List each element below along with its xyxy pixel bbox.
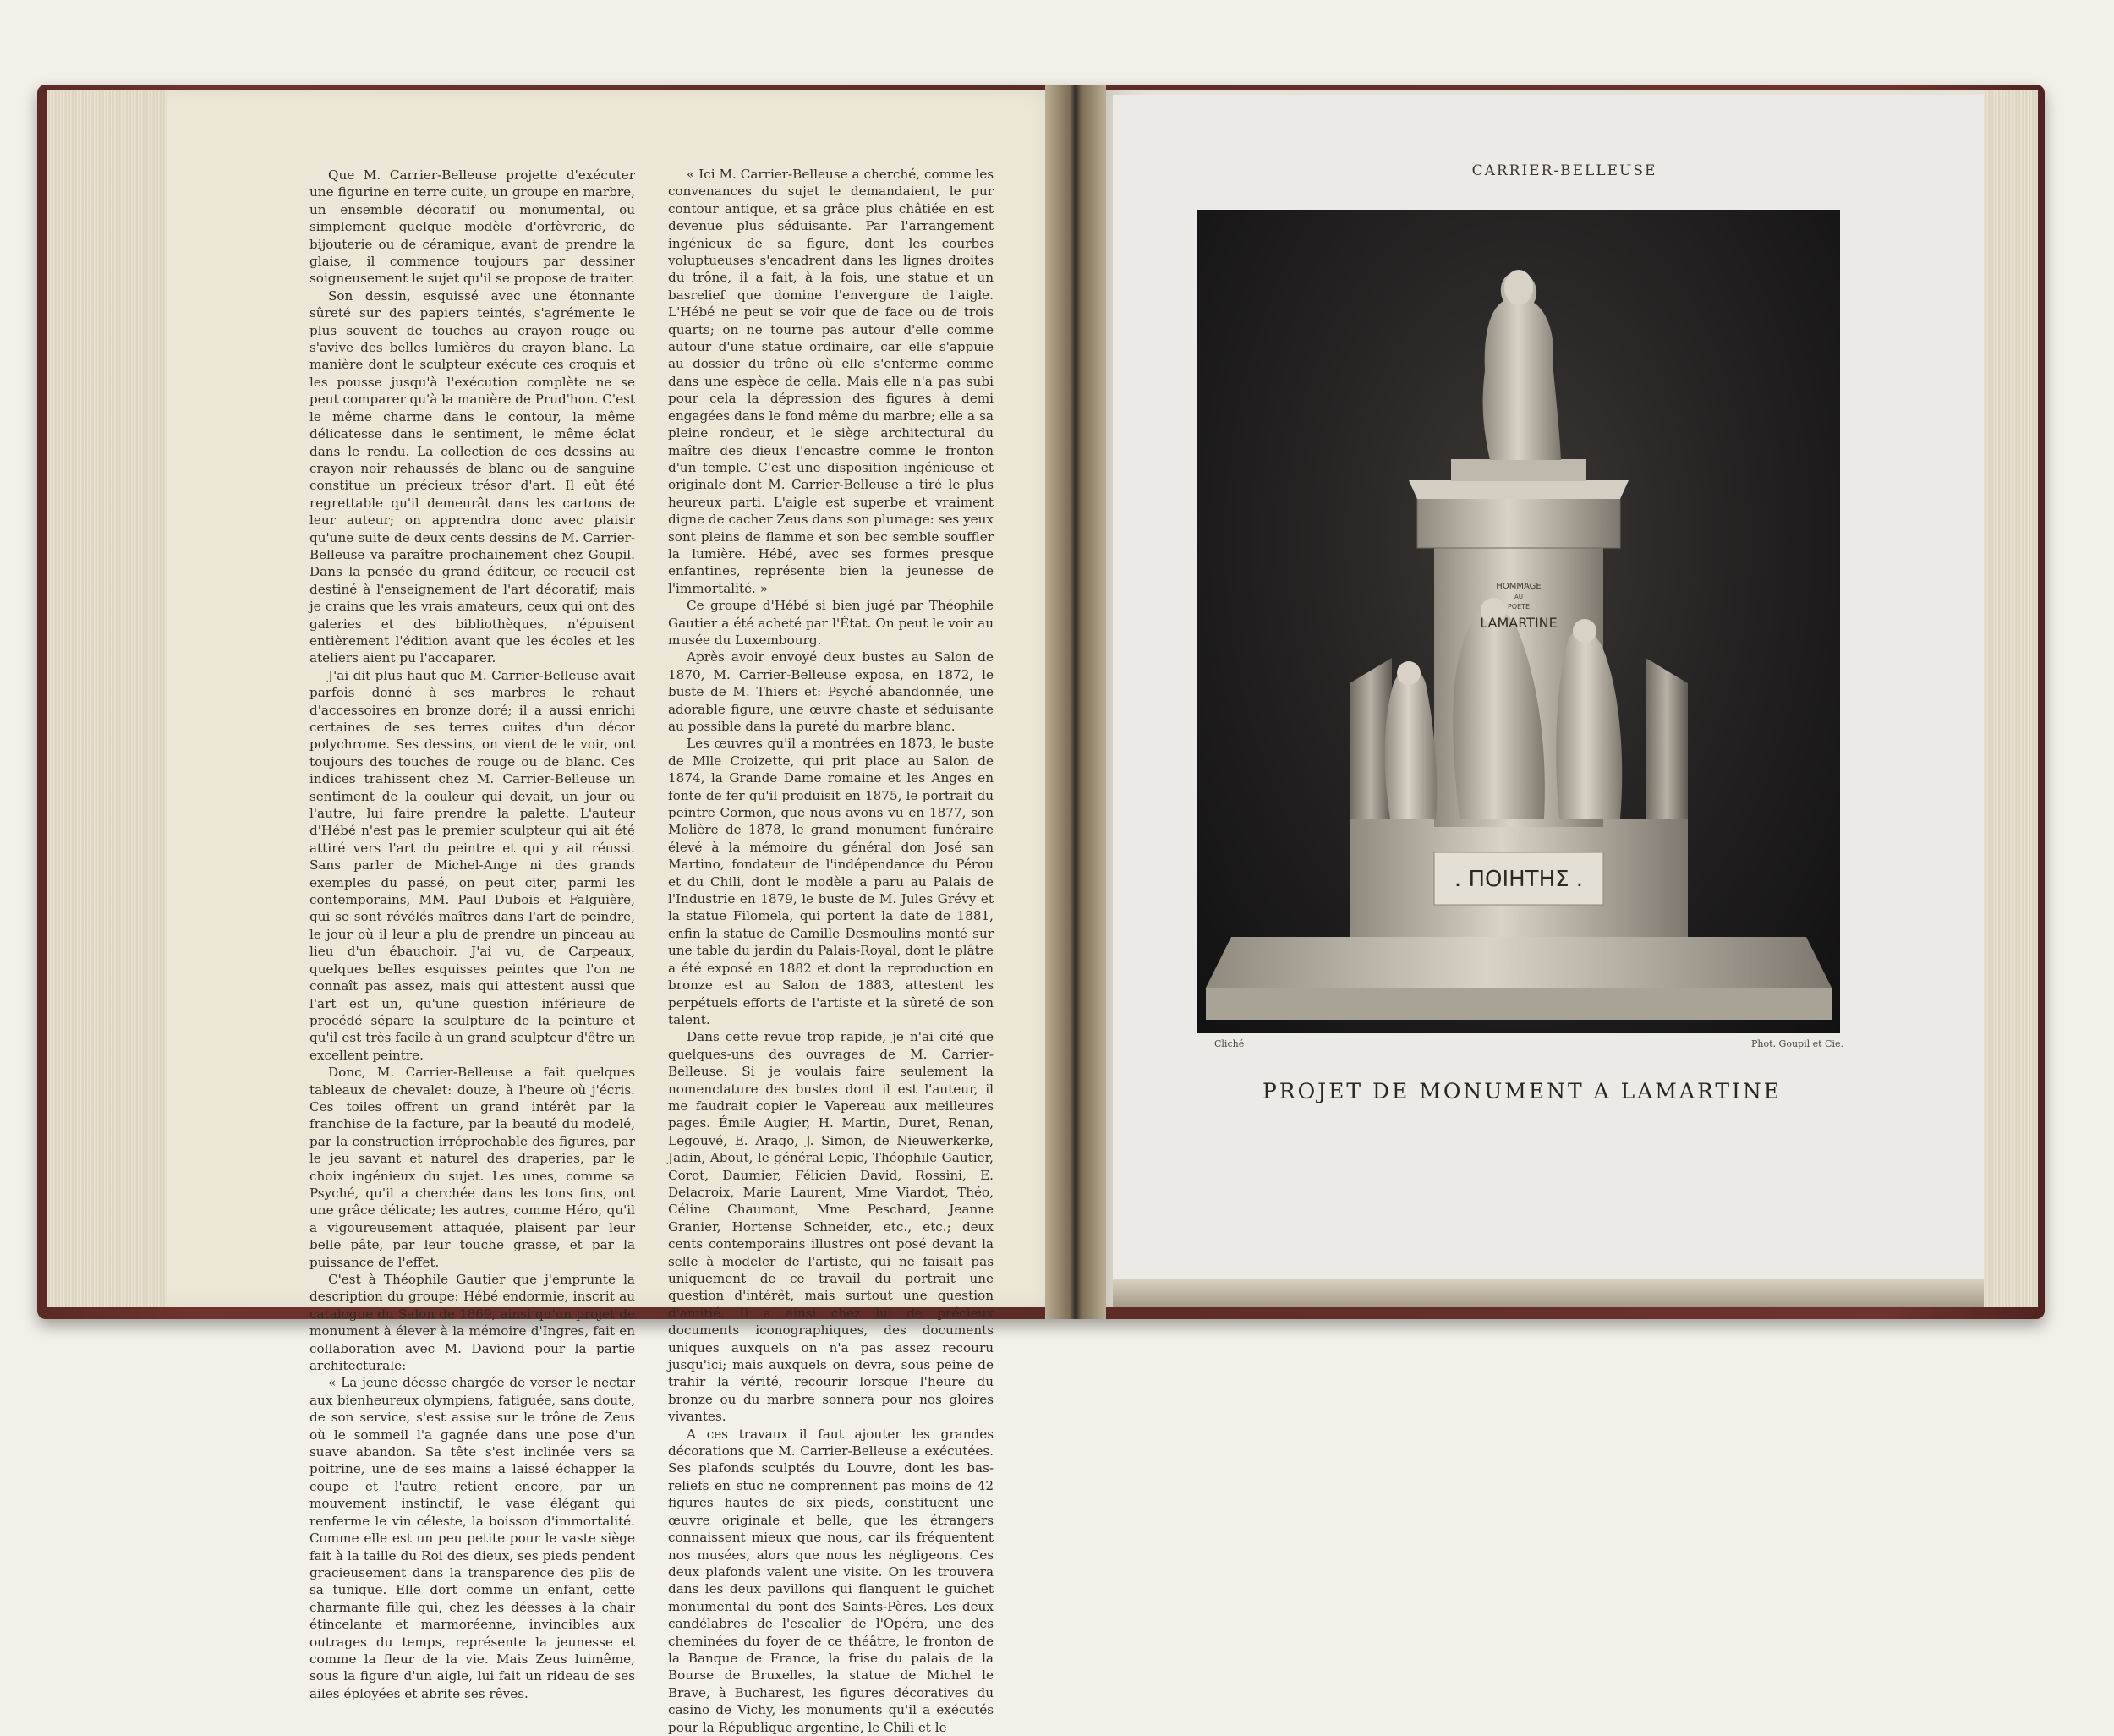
paragraph: « La jeune déesse chargée de verser le nectar aux bienheureux olympiens, fatiguée, sans doute, de son service, s'est assise sur le trône de Zeus où le sommeil l'a gagnée dans une pose d'un suave abandon. Sa tête s'est inclinée vers sa poitrine, une de ses mains a laissé échapper la coupe et l'autre retient encore, par un mouvement instinctif, le vase élégant qui renferme le vin céleste, la boisson d'immortalité. Comme elle est un peu petite pour le vaste siège fait à la taille du Roi des dieux, ses pieds pendent gracieusement dans la transparence des plis de sa tunique. Elle dort comme un enfant, cette charmante fille qui, chez les déesses à la chair étincelante et marmoréenne, invincibles aux outrages du temps, représente la jeunesse et comme la fleur de la vie. Mais Zeus luimême, sous la figure d'un aigle, lui fait un rideau de ses ailes éployées et abrite ses rêves. xyxy=(309,1375,635,1701)
plate-title: PROJET DE MONUMENT A LAMARTINE xyxy=(1262,1079,1783,1103)
inscription-au: AU xyxy=(1514,594,1523,600)
monument-frieze xyxy=(1417,497,1620,548)
muse-left-head xyxy=(1397,661,1421,685)
inscription-lamartine: LAMARTINE xyxy=(1480,615,1558,631)
inscription-hommage: HOMMAGE xyxy=(1496,582,1542,591)
paragraph: Dans cette revue trop rapide, je n'ai cité que quelques-uns des ouvrages de M. Carrier-Belleuse. Si je voulais faire seulement la nomenclature des bustes dont il est l'auteur, il me faudrait copier le Vapereau aux meilleures pages. Émile Augier, H. Martin, Duret, Renan, Legouvé, E. Arago, J. Simon, de Nieuwerkerke, Jadin, About, le général Lepic, Théophile Gautier, Corot, Daumier, Félicien David, Rossini, E. Delacroix, Marie Laurent, Mme Viardot, Théo, Céline Chaumont, Mme Peschard, Jeanne Granier, Hortense Schneider, etc., etc.; deux cents contemporains illustres ont posé devant la selle à modeler de l'artiste, qui ne faisait pas uniquement de ce travail du portrait une question d'intérêt, mais surtout une question d'amitié. Il a ainsi chez lui de précieux documents iconographiques, des documents uniques auxquels on n'a pas assez recouru jusqu'ici; mais auxquels on devra, sous peine de trahir la vérité, recourir lorsque l'heure du bronze ou du marbre sonnera pour nos gloires vivantes. xyxy=(668,1029,994,1425)
paragraph: « Ici M. Carrier-Belleuse a cherché, comme les convenances du sujet le demandaient, le pur contour antique, et sa grâce plus châtiée en est devenue plus séduisante. Par l'arrangement ingénieux de sa figure, dont les courbes voluptueuses s'encadrent dans les lignes droites du trône, il a fait, à la fois, une statue et un basrelief que domine l'envergure de l'aigle. L'Hébé ne peut se voir que de face ou de trois quarts; on ne tourne pas autour d'elle comme autour d'une statue ordinaire, car elle s'appuie au dossier du trône où elle s'enferme comme dans une espèce de cella. Mais elle n'a pas subi pour cela la dépression des figures à demi engagées dans le fond même du marbre; elle a sa pleine rondeur, et le siège architectural du maître des dieux l'encastre comme le fronton d'un temple. C'est une disposition ingénieuse et originale dont M. Carrier-Belleuse a tiré le plus heureux parti. L'aigle est superbe et vraiment digne de cacher Zeus dans son plumage: ses yeux sont pleins de flamme et son bec semble souffler la lumière. Hébé, avec ses formes presque enfantines, représente bien la jeunesse de l'immortalité. » xyxy=(668,167,994,596)
paragraph: Les œuvres qu'il a montrées en 1873, le buste de Mlle Croizette, qui prit place au Salon de 1874, la Grande Dame romaine et les Anges en fonte de fer qu'il produisit en 1875, le portrait du peintre Cormon, que nous avons vu en 1877, son Molière de 1878, le grand monument funéraire élevé à la mémoire du général don José san Martino, fondateur de l'indépendance du Pérou et du Chili, dont le modèle a paru au Palais de l'Industrie en 1879, le buste de M. Jules Grévy et la statue Filomela, qui portent la date de 1881, enfin la statue de Camille Desmoulins monté sur une table du jardin du Palais-Royal, dont le plâtre a été exposé en 1882 et dont la reproduction en bronze est au Salon de 1883, attestent les perpétuels efforts de l'artiste et la sûreté de son talent. xyxy=(668,736,994,1027)
page-bottom-edge xyxy=(1113,1279,1984,1307)
book-gutter xyxy=(1045,85,1106,1319)
caption-cliche: Cliché xyxy=(1214,1038,1245,1049)
inscription-poete: POETE xyxy=(1507,603,1531,611)
paragraph: Que M. Carrier-Belleuse projette d'exécuter une figurine en terre cuite, un groupe en marbre, un ensemble décoratif ou monumental, ou simplement quelque modèle d'orfèvrerie, de bijouterie ou de céramique, avant de prendre la glaise, il commence toujours par dessiner soigneusement le sujet qu'il se propose de traiter. xyxy=(309,167,635,287)
monument-base-step xyxy=(1206,988,1832,1020)
paragraph: Donc, M. Carrier-Belleuse a fait quelques tableaux de chevalet: douze, à l'heure où j'écris. Ces toiles offrent un grand intérêt par la franchise de la facture, par la beauté du modelé, par la construction irréprochable des figures, par le jeu savant et naturel des draperies, par le choix ingénieux du sujet. Les unes, comme sa Psyché, qu'il a cherchée dans les tons fins, ont une grâce délicate; les autres, comme Héro, qu'il a vigoureusement attaquée, plaisent par leur belle pâte, par leur touche grasse, et par la puissance de l'effet. xyxy=(309,1065,635,1270)
text-column-right xyxy=(668,166,994,1735)
muse-right-figure xyxy=(1556,630,1622,819)
muse-right-head xyxy=(1573,619,1596,643)
paragraph: Après avoir envoyé deux bustes au Salon de 1870, M. Carrier-Belleuse exposa, en 1872, le buste de M. Thiers et: Psyché abandonnée, une adorable figure, une œuvre chaste et séduisante au possible dans la pureté du marbre blanc. xyxy=(668,649,994,734)
statue-plinth xyxy=(1451,459,1586,481)
paragraph: Son dessin, esquissé avec une étonnante sûreté sur des papiers teintés, s'agrémente le plus souvent de touches au crayon rouge ou s'avive des belles lumières du crayon blanc. La manière dont le sculpteur exécute ces croquis et les pousse jusqu'à l'exécution complète ne se peut comparer qu'à la manière de Prud'hon. C'est le même charme dans le contour, la même délicatesse dans le sentiment, le même éclat dans le rendu. La collection de ces dessins au crayon noir rehaussés de blanc ou de sanguine constitue un précieux trésor d'art. Il eût été regrettable qu'il demeurât dans les cartons de leur auteur; on apprendra donc avec plaisir qu'une suite de deux cents dessins de M. Carrier-Belleuse va paraître prochainement chez Goupil. Dans la pensée du grand éditeur, ce recueil est destiné à l'enseignement de l'art décoratif; mais je crains que les vrais amateurs, ceux qui ont des galeries et des bibliothèques, n'épuisent entièrement l'édition avant que les écoles et les ateliers aient pu l'accaparer. xyxy=(309,288,635,666)
caption-photographer: Phot. Goupil et Cie. xyxy=(1751,1038,1843,1049)
inscription-poietes: . ΠΟΙΗΤΗΣ . xyxy=(1454,867,1584,892)
paragraph: C'est à Théophile Gautier que j'emprunte la description du groupe: Hébé endormie, inscrit au catalogue du Salon de 1869, ainsi qu'un projet de monument à élever à la mémoire d'Ingres, fait en collaboration avec M. Daviond pour la partie architecturale: xyxy=(309,1272,635,1374)
muse-left-figure xyxy=(1385,668,1438,819)
monument-cornice xyxy=(1409,480,1629,499)
monument-base-slope xyxy=(1206,937,1832,988)
paragraph: J'ai dit plus haut que M. Carrier-Belleuse avait parfois donné à ses marbres le rehaut d'accessoires en bronze doré; il a aussi enrichi certaines de ses terres cuites d'un décor polychrome. Ses dessins, on vient de le voir, ont toujours des touches de rouge ou de blanc. Ces indices trahissent chez M. Carrier-Belleuse un sentiment de la couleur qui devait, un jour ou l'autre, lui faire prendre la palette. L'auteur d'Hébé n'est pas le premier sculpteur qui ait été attiré vers l'art du peintre et qui y ait réussi. Sans parler de Michel-Ange ni des grands exemples du passé, on peut citer, parmi les contemporains, MM. Paul Dubois et Falguière, qui se sont révélés maîtres dans l'art de peindre, le jour où il leur a plu de prendre un pinceau au lieu d'un ébauchoir. J'ai vu, de Carpeaux, quelques belles esquisses peintes que l'on ne connaît pas assez, mais qui attestent aussi que l'art est un, qu'une question inférieure de procédé sépare la sculpture de la peinture et qu'il est très facile à un grand sculpteur d'être un excellent peintre. xyxy=(309,667,635,1063)
text-column-left xyxy=(309,167,635,1701)
paragraph: Ce groupe d'Hébé si bien jugé par Théophile Gautier a été acheté par l'État. On peut le voir au musée du Luxembourg. xyxy=(668,598,994,648)
monument-right-wing xyxy=(1646,658,1688,819)
paragraph: A ces travaux il faut ajouter les grandes décorations que M. Carrier-Belleuse a exécutées. Ses plafonds sculptés du Louvre, dont les bas-reliefs en stuc ne comprennent pas moins de 42 figures hautes de six pieds, constituent une œuvre originale et belle, que les étrangers connaissent mieux que nous, car ils fréquentent nos musées, alors que nous les négligeons. Ces deux plafonds valent une visite. On les trouvera dans les deux pavillons qui flanquent le guichet monumental du pont des Saints-Pères. Les deux candélabres de l'escalier de l'Opéra, une des cheminées du foyer de ce théâtre, le fronton de la Banque de France, la frise du palais de la Bourse de Bruxelles, la statue de Michel le Brave, à Bucharest, les figures décoratives du casino de Vichy, les monuments qu'il a exécutés pour la République argentine, le Chili et le xyxy=(668,1426,994,1735)
monument-photograph xyxy=(1197,210,1840,1033)
poet-head xyxy=(1504,270,1533,305)
monument-illustration xyxy=(1197,210,1840,1033)
running-head: CARRIER-BELLEUSE xyxy=(1471,162,1657,179)
